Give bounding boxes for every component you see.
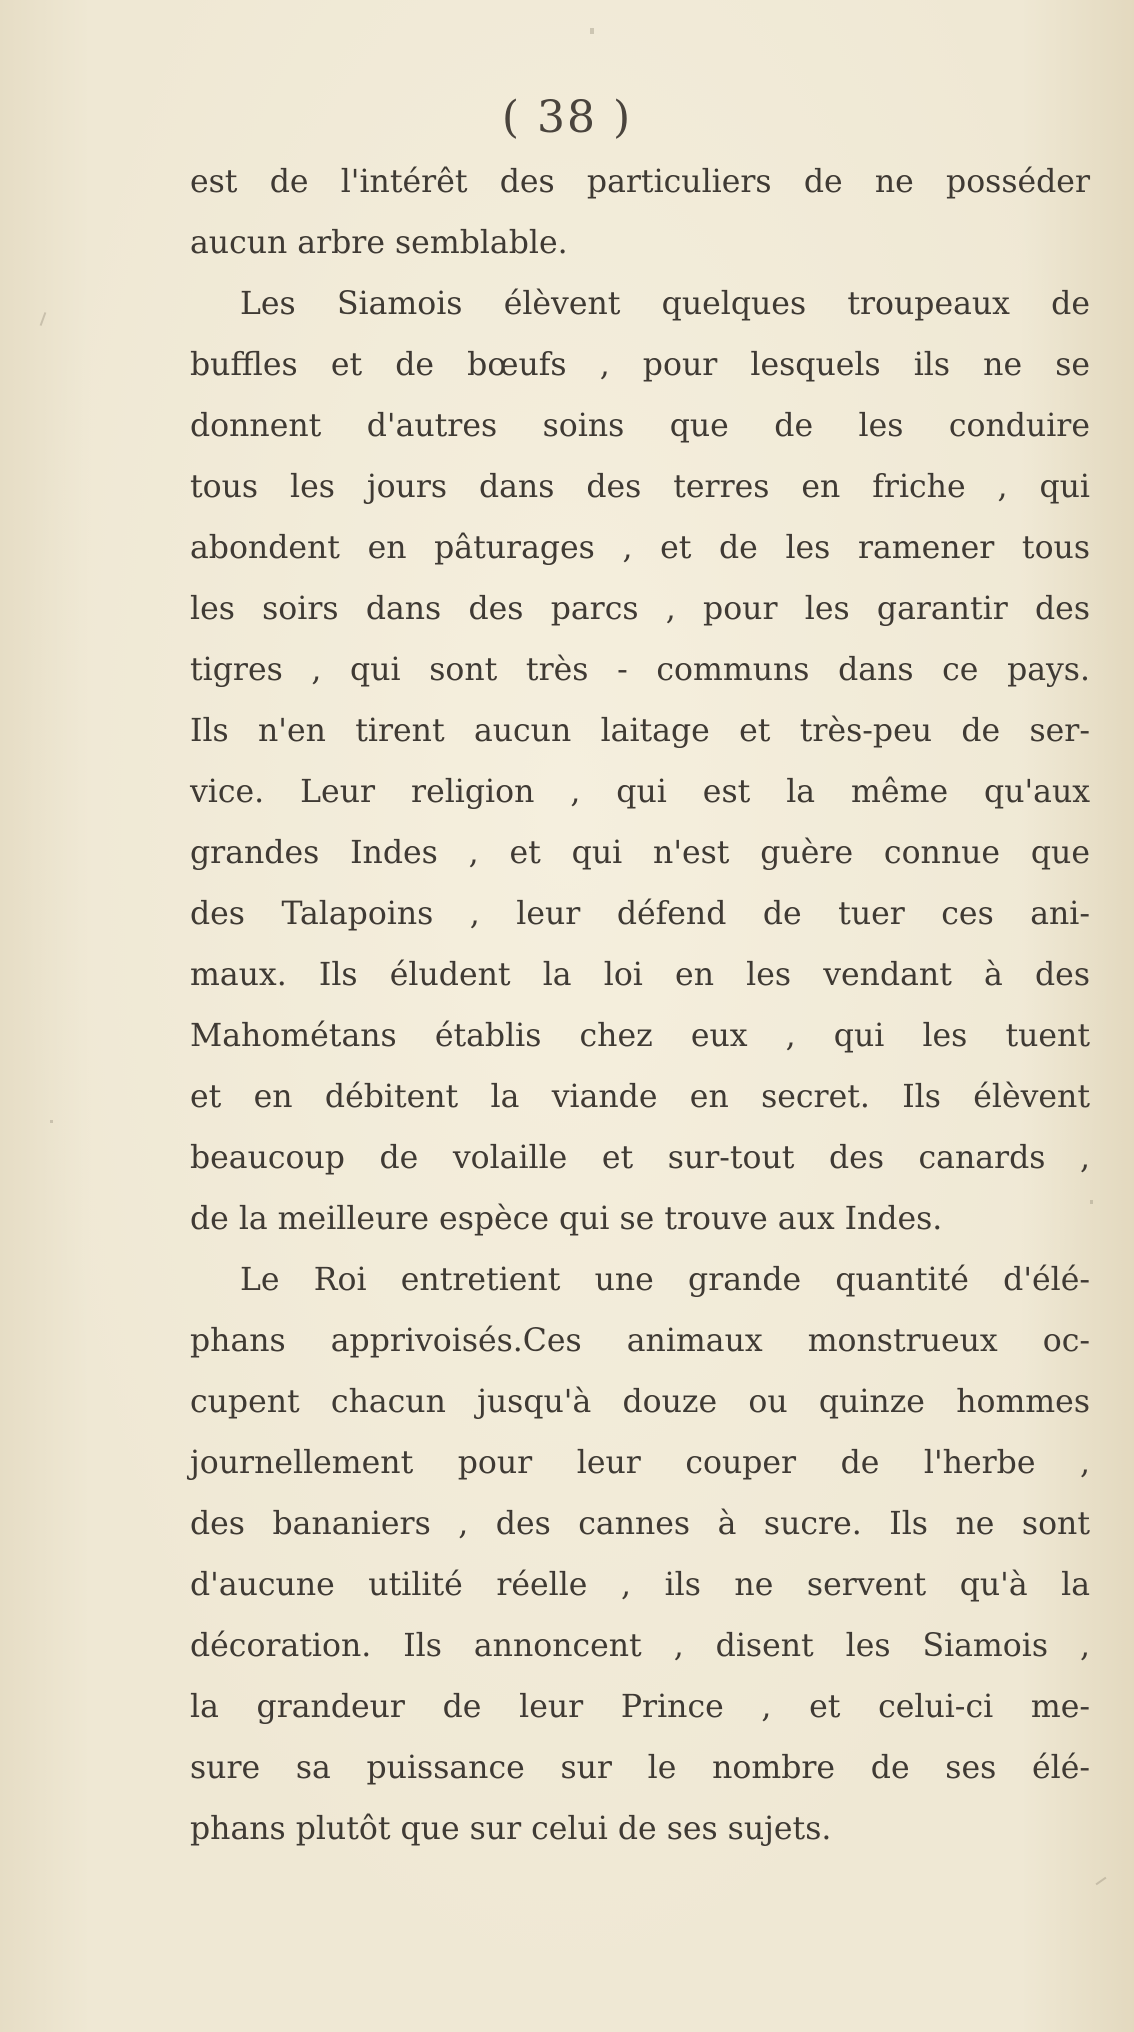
text-line: phans apprivoisés.Ces animaux monstrueux oc- (190, 1323, 1090, 1359)
text-line: la grandeur de leur Prince , et celui-ci me- (190, 1689, 1090, 1725)
text-line: beaucoup de volaille et sur-tout des canards , (190, 1140, 1090, 1176)
paper-speck (590, 28, 594, 34)
text-line: sure sa puissance sur le nombre de ses élé- (190, 1750, 1090, 1786)
text-line: de la meilleure espèce qui se trouve aux Indes. (190, 1201, 943, 1237)
paper-speck (50, 1120, 53, 1123)
text-line: Ils n'en tirent aucun laitage et très-peu de ser- (190, 713, 1090, 749)
text-line: phans plutôt que sur celui de ses sujets. (190, 1811, 832, 1847)
text-line: abondent en pâturages , et de les ramener tous (190, 530, 1090, 566)
paper-speck (40, 312, 47, 326)
text-line: des bananiers , des cannes à sucre. Ils ne sont (190, 1506, 1090, 1542)
paper-speck (1096, 1877, 1107, 1886)
text-line: journellement pour leur couper de l'herbe , (190, 1445, 1090, 1481)
text-line: est de l'intérêt des particuliers de ne posséder (190, 164, 1090, 200)
text-line: les soirs dans des parcs , pour les garantir des (190, 591, 1090, 627)
paper-speck (1090, 1200, 1093, 1204)
text-line: Mahométans établis chez eux , qui les tuent (190, 1018, 1090, 1054)
text-line: d'aucune utilité réelle , ils ne servent qu'à la (190, 1567, 1090, 1603)
body-text (190, 152, 1090, 1860)
text-line: vice. Leur religion , qui est la même qu'aux (190, 774, 1090, 810)
text-line: donnent d'autres soins que de les conduire (190, 408, 1090, 444)
text-line: Le Roi entretient une grande quantité d'élé- (240, 1262, 1090, 1298)
text-line: grandes Indes , et qui n'est guère connue que (190, 835, 1090, 871)
text-line: tigres , qui sont très - communs dans ce pays. (190, 652, 1090, 688)
text-line: maux. Ils éludent la loi en les vendant à des (190, 957, 1090, 993)
text-line: buffles et de bœufs , pour lesquels ils ne se (190, 347, 1090, 383)
text-line: tous les jours dans des terres en friche , qui (190, 469, 1090, 505)
text-line: décoration. Ils annoncent , disent les Siamois , (190, 1628, 1090, 1664)
text-line: cupent chacun jusqu'à douze ou quinze hommes (190, 1384, 1090, 1420)
text-line: Les Siamois élèvent quelques troupeaux de (240, 286, 1090, 322)
text-line: aucun arbre semblable. (190, 225, 568, 261)
page-number: ( 38 ) (501, 92, 633, 143)
text-line: et en débitent la viande en secret. Ils élèvent (190, 1079, 1090, 1115)
text-line: des Talapoins , leur défend de tuer ces ani- (190, 896, 1090, 932)
